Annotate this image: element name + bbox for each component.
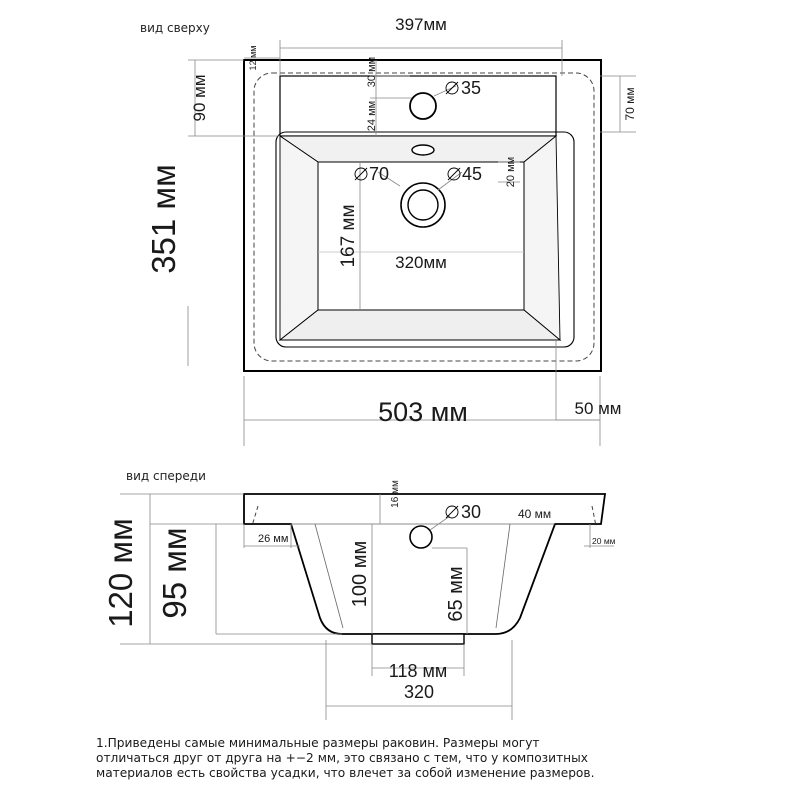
dim-overhang-50: 50 мм — [574, 399, 622, 418]
front-view-label: вид спереди — [126, 469, 206, 483]
dim-inner-100: 100 мм — [349, 540, 371, 608]
dim-gap-24: 24 мм — [366, 100, 378, 132]
basin-slope-right — [524, 136, 560, 340]
svg-text:30: 30 — [461, 502, 482, 522]
overflow-hole — [410, 526, 432, 548]
svg-text:35: 35 — [461, 78, 482, 98]
footnote-line-1: 1.Приведены самые минимальные размеры раковин. Размеры могут — [96, 736, 540, 750]
dim-depth-90: 90 мм — [190, 74, 209, 122]
drain-inner — [408, 190, 438, 220]
dim-gap-20: 20 мм — [505, 156, 517, 188]
faucet-hole — [410, 93, 436, 119]
dim-right-20: 20 мм — [592, 536, 616, 546]
svg-text:45: 45 — [462, 164, 483, 184]
top-view-label: вид сверху — [140, 21, 210, 35]
svg-text:70: 70 — [369, 164, 390, 184]
dim-rim-30: 30 мм — [366, 56, 378, 88]
dim-bowl-height: 95 мм — [156, 527, 193, 619]
dim-inner-65: 65 мм — [445, 566, 467, 622]
footnote-line-3: материалов есть свойства усадки, что влечет за собой изменение размеров. — [96, 766, 595, 780]
top-view-drawing — [244, 60, 601, 371]
dim-bowl-depth: 167 мм — [338, 204, 359, 268]
dim-top-width: 397мм — [395, 15, 447, 34]
dim-left-26: 26 мм — [258, 533, 289, 545]
dim-rim-12: 12 мм — [248, 45, 258, 71]
basin-slope-left — [280, 136, 318, 340]
dim-bottom-320: 320 — [403, 682, 435, 702]
drain-stub — [372, 634, 464, 644]
overflow-slot — [412, 145, 434, 155]
dim-bowl-width: 320мм — [395, 253, 447, 272]
dim-total-width: 503 мм — [378, 397, 468, 427]
dim-right-70: 70 мм — [623, 87, 637, 121]
dim-drain-118: 118 мм — [388, 661, 448, 681]
dim-total-height: 120 мм — [102, 518, 139, 628]
dim-total-depth: 351 мм — [145, 164, 182, 274]
footnote — [96, 736, 776, 781]
basin-slope-front — [280, 310, 560, 340]
dim-rim-40: 40 мм — [518, 507, 552, 521]
dim-rim-16: 16 мм — [390, 480, 401, 508]
footnote-line-2: отличаться друг от друга на +−2 мм, это связано с тем, что у композитных — [96, 751, 588, 765]
